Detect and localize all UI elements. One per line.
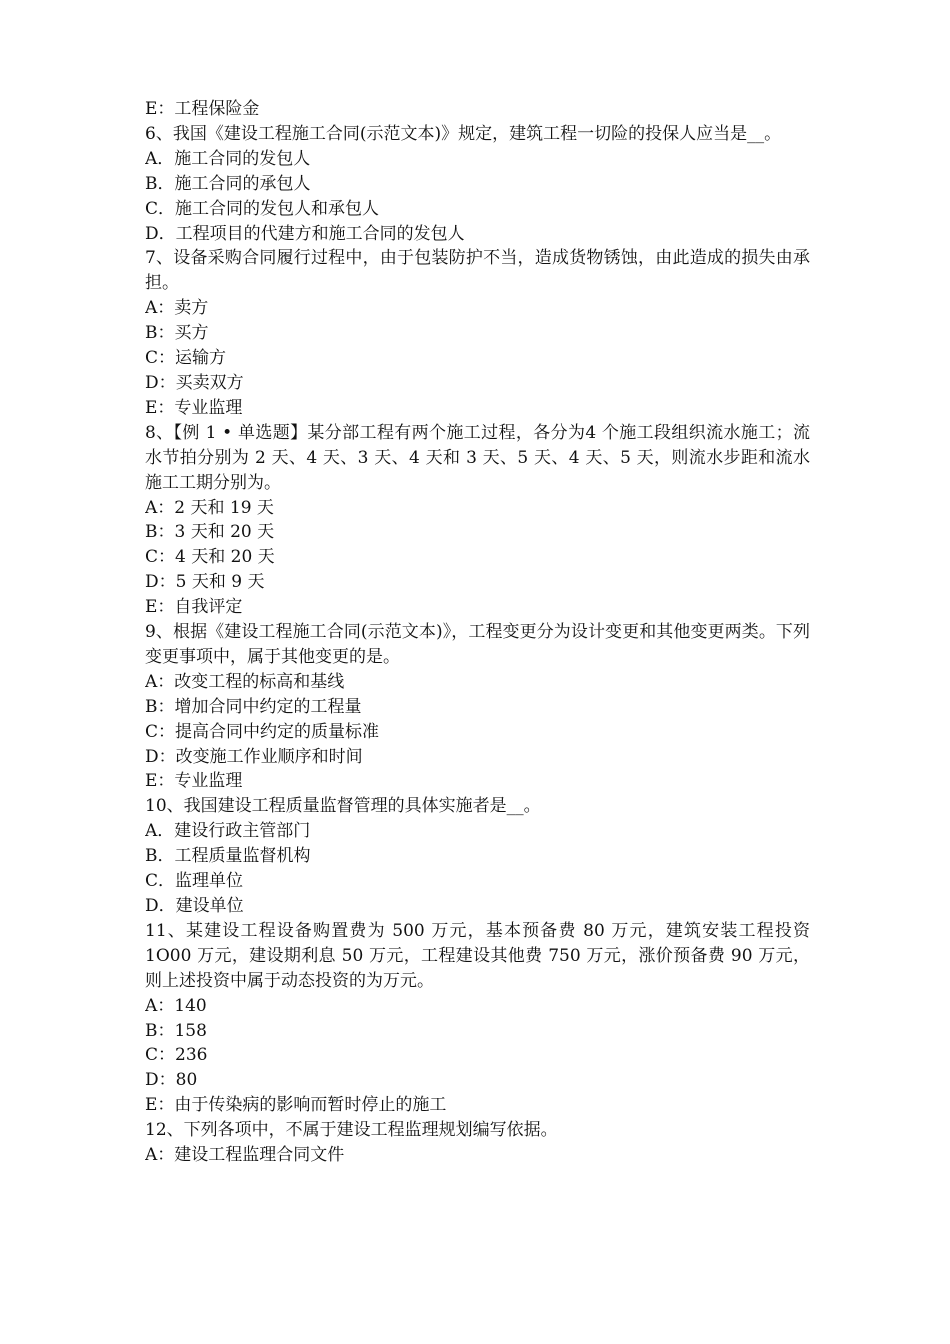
question-7-stem: 7、设备采购合同履行过程中，由于包装防护不当，造成货物锈蚀，由此造成的损失由承担。 xyxy=(145,248,810,294)
option-line: A：建设工程监理合同文件 xyxy=(145,1145,345,1166)
option-line: A：卖方 xyxy=(145,298,209,319)
option-line: B：增加合同中约定的工程量 xyxy=(145,696,362,717)
option-line: C：4 天和 20 天 xyxy=(145,547,275,568)
option-line: C．监理单位 xyxy=(145,871,244,892)
option-line: D：买卖双方 xyxy=(145,372,244,393)
option-line: E：专业监理 xyxy=(145,771,243,792)
option-line: C．施工合同的发包人和承包人 xyxy=(145,198,380,219)
option-line: E：自我评定 xyxy=(145,597,243,618)
option-line: E：工程保险金 xyxy=(145,99,260,119)
option-line: C：运输方 xyxy=(145,348,227,369)
option-line: C：236 xyxy=(145,1045,208,1066)
question-6-stem: 6、我国《建设工程施工合同(示范文本)》规定，建筑工程一切险的投保人应当是__。 xyxy=(145,123,782,144)
option-line: D．工程项目的代建方和施工合同的发包人 xyxy=(145,223,465,244)
option-line: E：由于传染病的影响而暂时停止的施工 xyxy=(145,1095,447,1116)
option-line: D：5 天和 9 天 xyxy=(145,572,265,593)
option-line: D：改变施工作业顺序和时间 xyxy=(145,746,363,767)
option-line: B：3 天和 20 天 xyxy=(145,522,275,543)
option-line: B．工程质量监督机构 xyxy=(145,846,311,867)
option-line: D：80 xyxy=(145,1070,198,1091)
option-line: A．建设行政主管部门 xyxy=(145,821,311,842)
option-line: D．建设单位 xyxy=(145,896,244,916)
option-line: E：专业监理 xyxy=(145,397,243,418)
question-text-block xyxy=(145,97,810,1168)
option-line: C：提高合同中约定的质量标准 xyxy=(145,721,380,742)
question-8-stem: 8、【例 1 • 单选题】某分部工程有两个施工过程，各分为4 个施工段组织流水施工；流水节拍分别为 2 天、4 天、3 天、4 天和 3 天、5 天、4 天、5 天，则流水步距和流水施工工期分别为。 xyxy=(145,422,810,493)
option-line: A：2 天和 19 天 xyxy=(145,497,274,518)
option-line: B：买方 xyxy=(145,323,209,344)
question-9-stem: 9、根据《建设工程施工合同(示范文本)》，工程变更分为设计变更和其他变更两类。下列变更事项中，属于其他变更的是。 xyxy=(145,622,810,667)
question-10-stem: 10、我国建设工程质量监督管理的具体实施者是__。 xyxy=(145,796,541,817)
option-line: A：改变工程的标高和基线 xyxy=(145,671,345,692)
question-12-stem: 12、下列各项中，不属于建设工程监理规划编写依据。 xyxy=(145,1120,558,1141)
option-line: B．施工合同的承包人 xyxy=(145,173,311,194)
option-line: A：140 xyxy=(145,995,207,1016)
question-11-stem: 11、某建设工程设备购置费为 500 万元，基本预备费 80 万元，建筑安装工程投资 1O00 万元，建设期利息 50 万元，工程建设其他费 750 万元，涨价预备费 90 万元，则上述投资中属于动态投资的为万元。 xyxy=(145,920,810,991)
option-line: B：158 xyxy=(145,1020,207,1041)
option-line: A．施工合同的发包人 xyxy=(145,148,311,169)
